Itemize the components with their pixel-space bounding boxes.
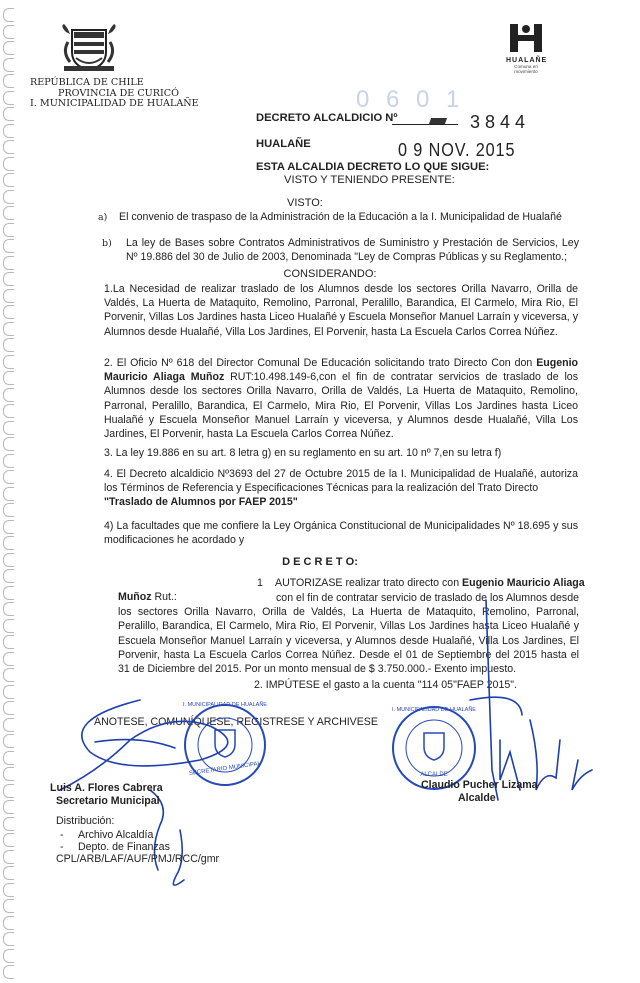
logo-tagline: Comuna en movimiento	[514, 64, 538, 74]
considerando-item-1: 1.La Necesidad de realizar traslado de los Alumnos desde los sectores Orilla Navarro, Orilla de Valdés, La Huerta de Mataquito, Remolino, Parronal, Peralillo, Barandica, El Carmelo, Mira Rio, El Porvenir, Villas Los Jardines hasta Liceo Hualañé y Escuela Monseñor Manuel Larraín y viceversa, y Alumnos desde Hualañé, Villa Los Jardines, El Porvenir, hasta La Escuela Carlos Correa Núñez.	[104, 283, 578, 338]
distribution-initials: CPL/ARB/LAF/AUF/PMJ/RCC/gmr	[56, 853, 220, 865]
date-stamp: 0 9 NOV. 2015	[398, 140, 516, 160]
distribution-title: Distribución:	[56, 815, 115, 827]
issuer-province: PROVINCIA DE CURICÓ	[58, 87, 179, 99]
decreto-title: D E C R E T O:	[282, 556, 358, 568]
decreto-item-1-intro: AUTORIZASE realizar trato directo con Eugenio Mauricio Aliaga	[275, 577, 585, 589]
considerando-item-5: 4) La facultades que me confiere la Ley Orgánica Constitucional de Municipalidades Nº 18.695 y sus modificaciones he acordado y	[104, 520, 578, 547]
visto-a-text: El convenio de traspaso de la Administración de la Educación a la I. Municipalidad de Hualañé	[119, 211, 562, 223]
decree-subheading: VISTO Y TENIENDO PRESENTE:	[284, 174, 455, 186]
authorized-contractor-name: Eugenio Mauricio Aliaga	[462, 577, 585, 589]
distribution-item: - Depto. de Finanzas	[60, 841, 170, 853]
visto-a-marker: a)	[98, 212, 108, 223]
considerando-item-3: 3. La ley 19.886 en su art. 8 letra g) en su reglamento en su art. 10 nº 7,en su letra f)	[104, 447, 502, 459]
considerando-item-4: 4. El Decreto alcaldicio Nº3693 del 27 de Octubre 2015 de la I. Municipalidad de Hualañé, autoriza los Términos de Referencia y Especificaciones Técnicas para la realización del Trato Directo "Traslado de Alumnos por FAEP 2015"	[104, 468, 578, 509]
secretary-role: Secretario Municipal	[56, 795, 160, 807]
decree-place: HUALAÑE	[256, 138, 311, 150]
decreto-item-2: 2. IMPÚTESE el gasto a la cuenta "114 05"FAEP 2015".	[254, 679, 517, 691]
secretary-stamp-label: SECRETARIO MUNICIPAL	[188, 760, 262, 778]
registry-stamp-number: 0 6 0 1	[356, 86, 465, 113]
decree-number: 3844	[470, 112, 531, 132]
issuer-republic: REPÚBLICA DE CHILE	[30, 77, 144, 88]
visto-b-text: La ley de Bases sobre Contratos Administrativos de Suministro y Prestación de Servicios, Ley Nº 19.886 del 30 de Julio de 2003, Denominada "Ley de Compras Públicas y su Reglamento.;	[126, 237, 579, 264]
mayor-stamp-ring: I. MUNICIPALIDAD DE HUALAÑE	[392, 707, 476, 713]
issuer-municipality: I. MUNICIPALIDAD DE HUALAÑE	[30, 98, 199, 110]
visto-title: VISTO:	[287, 197, 323, 209]
closing-statement: ANOTESE, COMUNÍQUESE, REGISTRESE Y ARCHIVESE	[94, 716, 378, 728]
decree-heading: ESTA ALCALDIA DECRETO LO QUE SIGUE:	[256, 161, 490, 173]
considerando-item-2: 2. El Oficio Nº 618 del Director Comunal De Educación solicitando trato Directo Con don Eugenio Mauricio Aliaga Muñoz RUT:10.498.149-6,con el fin de contratar servicios de traslado de los Alumnos desde los sectores Orilla Navarro, Orilla de Valdés, La Huerta de Mataquito, Remolino, Parronal, Peralillo, Barandica, El Carmelo, Mira Rio, El Porvenir, Villas Los Jardines hasta Liceo Hualañé y Escuela Monseñor Manuel Larraín y viceversa, y Alumnos desde Hualañé, Villa Los Jardines, El Porvenir, hasta La Escuela Carlos Correa Núñez.	[104, 357, 578, 441]
considerando-title: CONSIDERANDO:	[283, 268, 377, 280]
secretary-name: Luis A. Flores Cabrera	[50, 782, 163, 794]
tender-title: "Traslado de Alumnos por FAEP 2015"	[104, 496, 298, 509]
mayor-name: Claudio Pucher Lizama	[421, 779, 538, 791]
secretary-stamp-ring: I. MUNICIPALIDAD DE HUALAÑE	[183, 702, 267, 708]
visto-b-marker: b)	[102, 238, 112, 249]
contractor-name: Eugenio Mauricio Aliaga Muñoz	[104, 357, 578, 384]
mayor-role: Alcalde	[458, 792, 496, 804]
decreto-item-1-number: 1	[257, 577, 263, 589]
logo-name: HUALAÑE	[506, 57, 548, 64]
decreto-item-1-rut-line: Muñoz Rut.:	[118, 591, 177, 603]
decreto-item-1-body: con el fin de contratar servicio de traslado de los Alumnos desde los sectores Orilla Navarro, Orilla de Valdés, La Huerta de Mataquito, Remolino, Parronal, Peralillo, Barandica, El Carmelo, Mira Rio, El Porvenir, Villas Los Jardines hasta Liceo Hualañé y Escuela Monseñor Manuel Larraín y viceversa, y Alumnos desde Hualañé, Villa Los Jardines, El Porvenir, hasta La Escuela Carlos Correa Núñez. Desde el 01 de Septiembre del 2015 hasta el 31 de Diciembre del 2015. Por un monto mensual de $ 3.750.000.- Exento impuesto.	[118, 592, 579, 676]
decree-label: DECRETO ALCALDICIO Nº	[256, 112, 398, 124]
distribution-item: - Archivo Alcaldía	[60, 829, 154, 841]
mayor-stamp-label: ALCALDE	[420, 772, 448, 778]
